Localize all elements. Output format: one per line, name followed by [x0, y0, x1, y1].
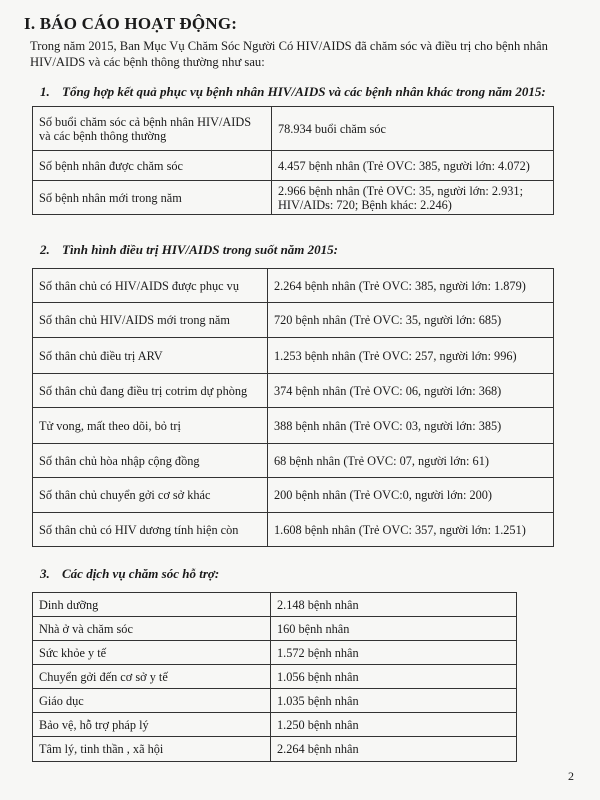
table-row — [33, 513, 554, 547]
section1-number: 1. — [40, 84, 50, 99]
table-row — [33, 641, 517, 665]
section2-number: 2. — [40, 242, 50, 257]
section2-heading-text: Tình hình điều trị HIV/AIDS trong suốt năm 2015: — [62, 242, 338, 257]
intro-paragraph: Trong năm 2015, Ban Mục Vụ Chăm Sóc Người Có HIV/AIDS đã chăm sóc và điều trị cho bệnh nhân HIV/AIDS và các bệnh thông thường như sau: — [30, 39, 548, 69]
row-label: Số thân chủ hòa nhập cộng đồng — [33, 444, 268, 478]
table-row — [33, 713, 517, 737]
table-row — [33, 593, 517, 617]
row-label: Số thân chủ HIV/AIDS mới trong năm — [33, 303, 268, 338]
row-value: 78.934 buổi chăm sóc — [272, 107, 554, 151]
section2-heading — [40, 242, 338, 258]
report-title: I. BÁO CÁO HOẠT ĐỘNG: — [24, 14, 238, 33]
row-value: 1.035 bệnh nhân — [271, 689, 517, 713]
section3-table — [32, 592, 517, 762]
row-label: Tâm lý, tinh thần , xã hội — [33, 737, 271, 762]
table-row — [33, 338, 554, 374]
row-value: 1.253 bệnh nhân (Trẻ OVC: 257, người lớn: 996) — [268, 338, 554, 374]
section2-table — [32, 268, 554, 547]
row-label: Nhà ở và chăm sóc — [33, 617, 271, 641]
table-row — [33, 617, 517, 641]
table-row — [33, 665, 517, 689]
table-row — [33, 151, 554, 181]
section1-table — [32, 106, 554, 215]
row-value: 4.457 bệnh nhân (Trẻ OVC: 385, người lớn: 4.072) — [272, 151, 554, 181]
table-row — [33, 737, 517, 762]
table-row — [33, 478, 554, 513]
row-label: Số thân chủ chuyển gởi cơ sở khác — [33, 478, 268, 513]
row-label: Bảo vệ, hỗ trợ pháp lý — [33, 713, 271, 737]
row-value: 200 bệnh nhân (Trẻ OVC:0, người lớn: 200) — [268, 478, 554, 513]
section3-heading-text: Các dịch vụ chăm sóc hỗ trợ: — [62, 566, 220, 581]
row-label: Chuyển gởi đến cơ sở y tế — [33, 665, 271, 689]
section1-heading-text: Tổng hợp kết quả phục vụ bệnh nhân HIV/AIDS và các bệnh nhân khác trong năm 2015: — [62, 84, 546, 99]
section1-heading — [40, 84, 546, 100]
table-row — [33, 303, 554, 338]
row-value: 2.264 bệnh nhân (Trẻ OVC: 385, người lớn: 1.879) — [268, 269, 554, 303]
row-value: 2.966 bệnh nhân (Trẻ OVC: 35, người lớn: 2.931; HIV/AIDs: 720; Bệnh khác: 2.246) — [272, 181, 554, 215]
row-label: Dinh dưỡng — [33, 593, 271, 617]
table-row — [33, 408, 554, 444]
row-label: Số bệnh nhân mới trong năm — [33, 181, 272, 215]
row-label: Số buổi chăm sóc cả bệnh nhân HIV/AIDS và các bệnh thông thường — [33, 107, 272, 151]
row-value: 1.056 bệnh nhân — [271, 665, 517, 689]
row-value: 374 bệnh nhân (Trẻ OVC: 06, người lớn: 368) — [268, 374, 554, 408]
row-value: 720 bệnh nhân (Trẻ OVC: 35, người lớn: 685) — [268, 303, 554, 338]
row-label: Số bệnh nhân được chăm sóc — [33, 151, 272, 181]
table-row — [33, 689, 517, 713]
table-row — [33, 444, 554, 478]
row-value: 2.148 bệnh nhân — [271, 593, 517, 617]
row-value: 1.608 bệnh nhân (Trẻ OVC: 357, người lớn: 1.251) — [268, 513, 554, 547]
row-label: Tử vong, mất theo dõi, bỏ trị — [33, 408, 268, 444]
section3-heading — [40, 566, 219, 582]
row-value: 160 bệnh nhân — [271, 617, 517, 641]
row-value: 388 bệnh nhân (Trẻ OVC: 03, người lớn: 385) — [268, 408, 554, 444]
row-value: 68 bệnh nhân (Trẻ OVC: 07, người lớn: 61) — [268, 444, 554, 478]
page-number: 2 — [568, 769, 574, 783]
row-label: Số thân chủ có HIV dương tính hiện còn — [33, 513, 268, 547]
row-label: Số thân chủ đang điều trị cotrim dự phòng — [33, 374, 268, 408]
row-value: 2.264 bệnh nhân — [271, 737, 517, 762]
row-value: 1.250 bệnh nhân — [271, 713, 517, 737]
section3-number: 3. — [40, 566, 50, 581]
row-label: Số thân chủ điều trị ARV — [33, 338, 268, 374]
table-row — [33, 107, 554, 151]
table-row — [33, 374, 554, 408]
row-value: 1.572 bệnh nhân — [271, 641, 517, 665]
row-label: Số thân chủ có HIV/AIDS được phục vụ — [33, 269, 268, 303]
table-row — [33, 269, 554, 303]
table-row — [33, 181, 554, 215]
row-label: Giáo dục — [33, 689, 271, 713]
row-label: Sức khỏe y tế — [33, 641, 271, 665]
